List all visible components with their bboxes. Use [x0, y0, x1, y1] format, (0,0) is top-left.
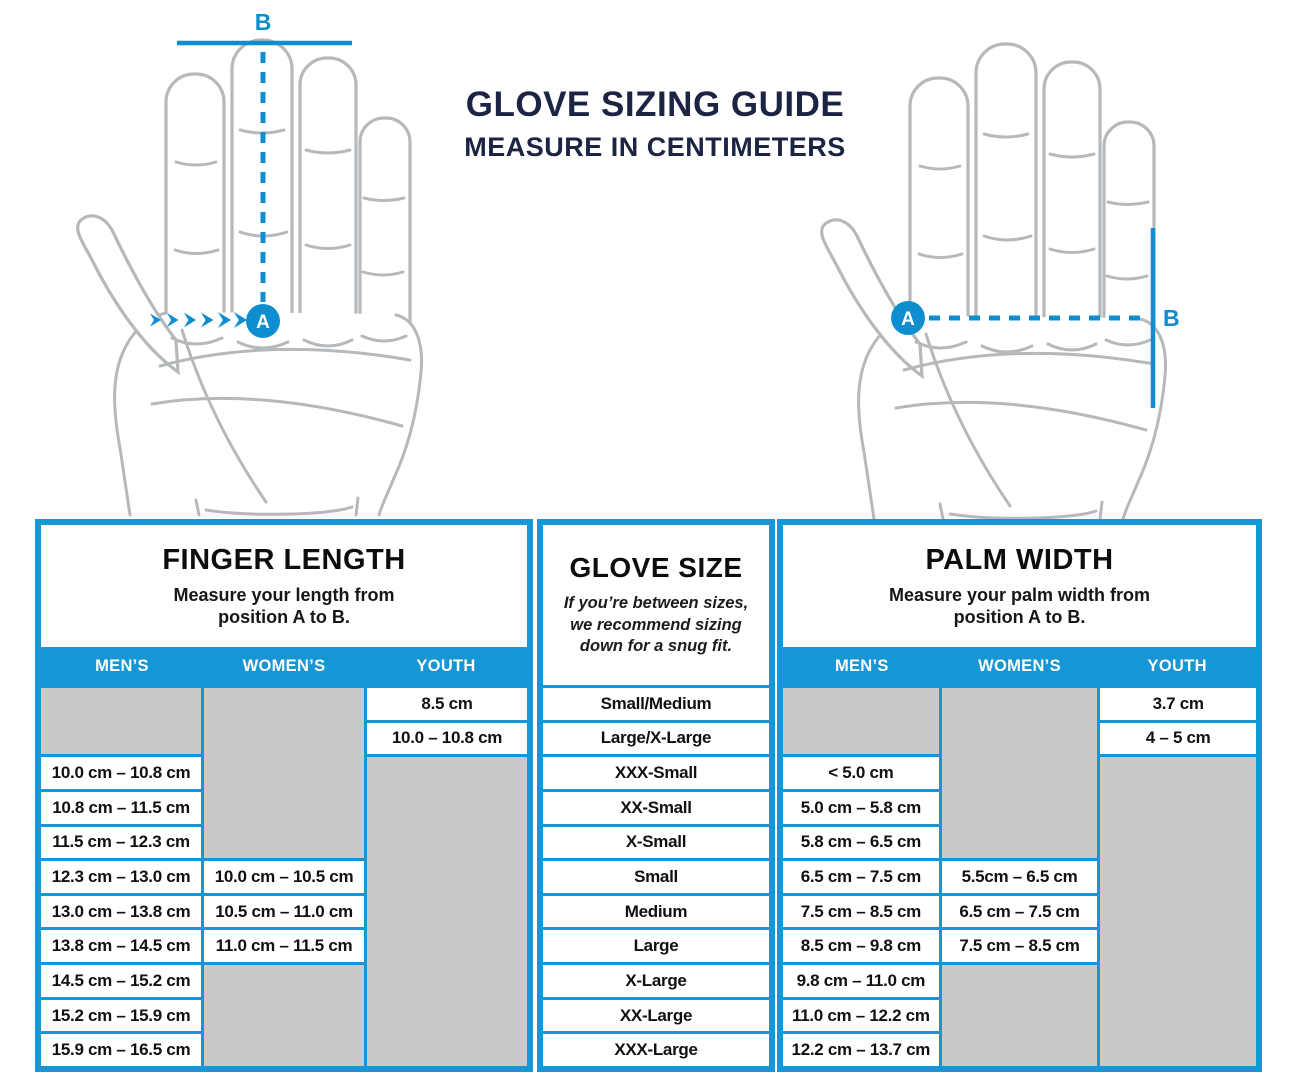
value-cell: 13.8 cm – 14.5 cm [41, 930, 201, 962]
finger-length-panel [35, 519, 533, 1072]
value-cell: 7.5 cm – 8.5 cm [783, 896, 939, 928]
glove-size-note: If you’re between sizes, we recommend sizing down for a snug fit. [563, 594, 749, 656]
value-cell: 14.5 cm – 15.2 cm [41, 965, 201, 997]
column-header-mens: MEN’S [834, 656, 889, 675]
size-cell: Small/Medium [543, 688, 769, 720]
point-label-b: B [1163, 305, 1180, 331]
size-cell: XX-Small [543, 792, 769, 824]
column-header-mens: MEN’S [95, 656, 149, 675]
finger-length-column-headers [41, 647, 527, 685]
value-cell: 10.5 cm – 11.0 cm [204, 896, 364, 928]
finger-length-header [41, 525, 527, 647]
value-cell: 13.0 cm – 13.8 cm [41, 896, 201, 928]
empty-cell [367, 757, 527, 1066]
empty-cell [783, 688, 939, 754]
empty-cell [41, 688, 201, 754]
value-cell: 4 – 5 cm [1100, 723, 1256, 755]
empty-cell [204, 688, 364, 858]
finger-length-title: FINGER LENGTH [162, 543, 406, 576]
empty-cell [204, 965, 364, 1066]
value-cell: 12.3 cm – 13.0 cm [41, 861, 201, 893]
size-cell: Large [543, 930, 769, 962]
value-cell: 3.7 cm [1100, 688, 1256, 720]
value-cell: < 5.0 cm [783, 757, 939, 789]
value-cell: 8.5 cm – 9.8 cm [783, 930, 939, 962]
value-cell: 5.0 cm – 5.8 cm [783, 792, 939, 824]
value-cell: 7.5 cm – 8.5 cm [942, 930, 1098, 962]
value-cell: 5.5cm – 6.5 cm [942, 861, 1098, 893]
column-header-womens: WOMEN’S [242, 656, 326, 675]
column-header-youth: YOUTH [1147, 656, 1207, 675]
value-cell: 10.0 cm – 10.5 cm [204, 861, 364, 893]
page-title-line2: MEASURE IN CENTIMETERS [464, 131, 846, 162]
value-cell: 8.5 cm [367, 688, 527, 720]
page-title [395, 86, 915, 163]
finger-length-rows [41, 688, 527, 1066]
palm-width-subtitle: Measure your palm width from position A to B. [888, 584, 1151, 627]
size-cell: Small [543, 861, 769, 893]
value-cell: 12.2 cm – 13.7 cm [783, 1034, 939, 1066]
empty-cell [1100, 757, 1256, 1066]
size-cell: Medium [543, 896, 769, 928]
hands-illustration [0, 0, 1300, 520]
value-cell: 10.0 – 10.8 cm [367, 723, 527, 755]
point-label-a: A [901, 309, 915, 330]
point-label-a: A [256, 312, 270, 333]
palm-width-rows [783, 688, 1256, 1066]
finger-length-subtitle: Measure your length from position A to B. [173, 584, 395, 627]
glove-size-rows [543, 688, 769, 1066]
value-cell: 5.8 cm – 6.5 cm [783, 827, 939, 859]
palm-width-column-headers [783, 647, 1256, 685]
size-cell: Large/X-Large [543, 723, 769, 755]
empty-cell [942, 965, 1098, 1066]
glove-size-panel [537, 519, 775, 1072]
size-cell: XXX-Small [543, 757, 769, 789]
size-cell: X-Small [543, 827, 769, 859]
value-cell: 11.0 cm – 12.2 cm [783, 1000, 939, 1032]
page-title-line1: GLOVE SIZING GUIDE [465, 85, 845, 124]
value-cell: 10.8 cm – 11.5 cm [41, 792, 201, 824]
size-cell: X-Large [543, 965, 769, 997]
column-header-youth: YOUTH [416, 656, 476, 675]
value-cell: 9.8 cm – 11.0 cm [783, 965, 939, 997]
value-cell: 10.0 cm – 10.8 cm [41, 757, 201, 789]
value-cell: 15.9 cm – 16.5 cm [41, 1034, 201, 1066]
palm-width-header [783, 525, 1256, 647]
size-cell: XXX-Large [543, 1034, 769, 1066]
value-cell: 6.5 cm – 7.5 cm [942, 896, 1098, 928]
value-cell: 15.2 cm – 15.9 cm [41, 1000, 201, 1032]
empty-cell [942, 688, 1098, 858]
left-hand-illustration [78, 40, 422, 515]
value-cell: 11.5 cm – 12.3 cm [41, 827, 201, 859]
value-cell: 11.0 cm – 11.5 cm [204, 930, 364, 962]
point-label-b: B [254, 9, 272, 35]
palm-width-panel [777, 519, 1262, 1072]
glove-size-header [543, 525, 769, 685]
glove-size-title: GLOVE SIZE [569, 552, 743, 584]
size-cell: XX-Large [543, 1000, 769, 1032]
value-cell: 6.5 cm – 7.5 cm [783, 861, 939, 893]
hand-measurement-diagram [0, 0, 1300, 520]
column-header-womens: WOMEN’S [978, 656, 1061, 675]
palm-width-title: PALM WIDTH [925, 543, 1114, 576]
